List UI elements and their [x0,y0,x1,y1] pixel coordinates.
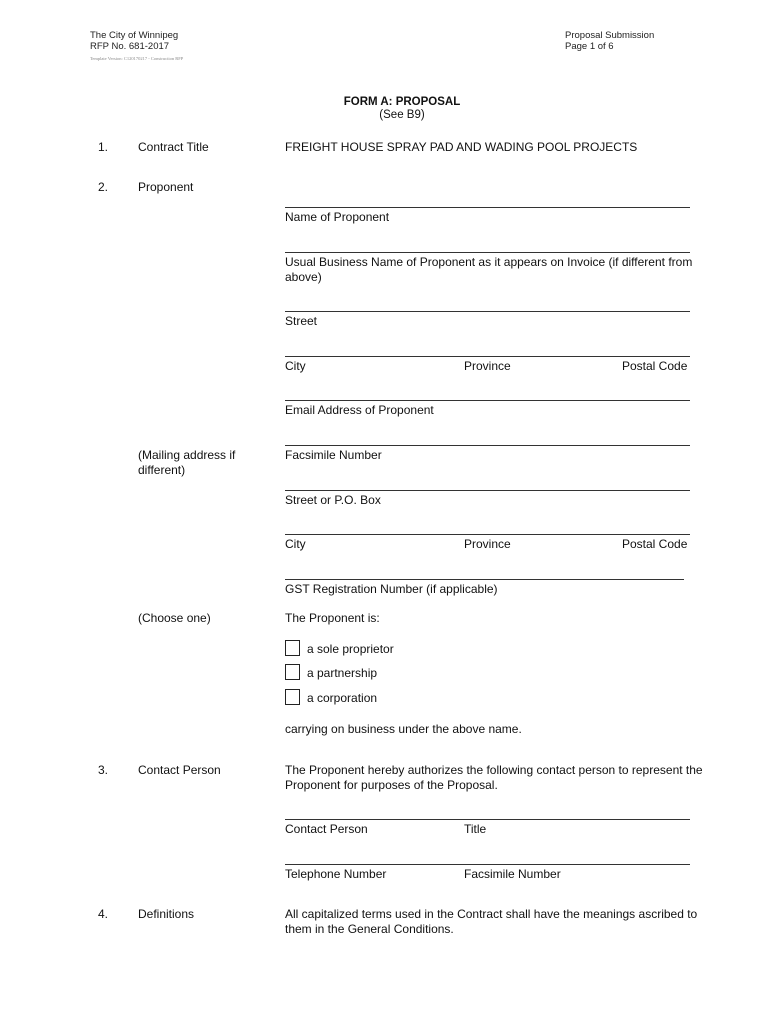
name-of-proponent-label: Name of Proponent [285,210,390,224]
facsimile-label: Facsimile Number [285,448,382,462]
section-1-number: 1. [98,140,109,154]
form-title: FORM A: PROPOSAL [343,96,461,108]
corporation-label: a corporation [307,691,378,705]
header-org: The City of Winnipeg [90,30,179,41]
postal-code-label: Postal Code [622,359,688,373]
contact-person-label: Contact Person [285,822,368,836]
email-line[interactable] [285,400,690,401]
city-province-postal-line[interactable] [285,356,690,357]
section-3-number: 3. [98,763,109,777]
facsimile-line[interactable] [285,445,690,446]
province-label: Province [464,359,511,373]
gst-label: GST Registration Number (if applicable) [285,582,498,596]
proponent-is-label: The Proponent is: [285,611,380,625]
partnership-label: a partnership [307,666,378,680]
contact-facsimile-label: Facsimile Number [464,867,561,881]
street-po-line[interactable] [285,490,690,491]
email-label: Email Address of Proponent [285,403,434,417]
carrying-on-business-text: carrying on business under the above name. [285,722,522,736]
gst-line[interactable] [285,579,684,580]
header-page-number: Page 1 of 6 [565,41,614,52]
mailing-province-label: Province [464,537,511,551]
header-template-note: Template Version: C120170217 - Construction RFP [90,56,184,61]
mailing-postal-code-label: Postal Code [622,537,688,551]
name-of-proponent-line[interactable] [285,207,690,208]
partnership-checkbox[interactable] [285,664,300,680]
definitions-text: All capitalized terms used in the Contract shall have the meanings ascribed to them in the General Conditions. [285,907,698,936]
usual-business-name-label: Usual Business Name of Proponent as it appears on Invoice (if different from above) [285,255,693,284]
contact-person-authorization-text: The Proponent hereby authorizes the following contact person to represent the Proponent for purposes of the Proposal. [285,763,703,792]
section-3-label: Contact Person [138,763,221,777]
contact-title-label: Title [464,822,487,836]
section-4-number: 4. [98,907,109,921]
mailing-city-label: City [285,537,306,551]
street-label: Street [285,314,318,328]
sole-proprietor-label: a sole proprietor [307,642,394,656]
usual-business-name-line[interactable] [285,252,690,253]
street-line[interactable] [285,311,690,312]
corporation-checkbox[interactable] [285,689,300,705]
contract-title-value: FREIGHT HOUSE SPRAY PAD AND WADING POOL PROJECTS [285,140,638,154]
city-label: City [285,359,306,373]
sole-proprietor-checkbox[interactable] [285,640,300,656]
choose-one-label: (Choose one) [138,611,211,625]
telephone-label: Telephone Number [285,867,387,881]
form-subtitle: (See B9) [379,109,425,121]
header-submission: Proposal Submission [565,30,655,41]
section-1-label: Contract Title [138,140,209,154]
section-4-label: Definitions [138,907,195,921]
mailing-address-label: (Mailing address if different) [138,448,236,477]
street-po-label: Street or P.O. Box [285,493,381,507]
telephone-facsimile-line[interactable] [285,864,690,865]
section-2-number: 2. [98,180,109,194]
header-rfp-number: RFP No. 681-2017 [90,41,170,52]
contact-person-title-line[interactable] [285,819,690,820]
mailing-city-province-postal-line[interactable] [285,534,690,535]
section-2-label: Proponent [138,180,194,194]
